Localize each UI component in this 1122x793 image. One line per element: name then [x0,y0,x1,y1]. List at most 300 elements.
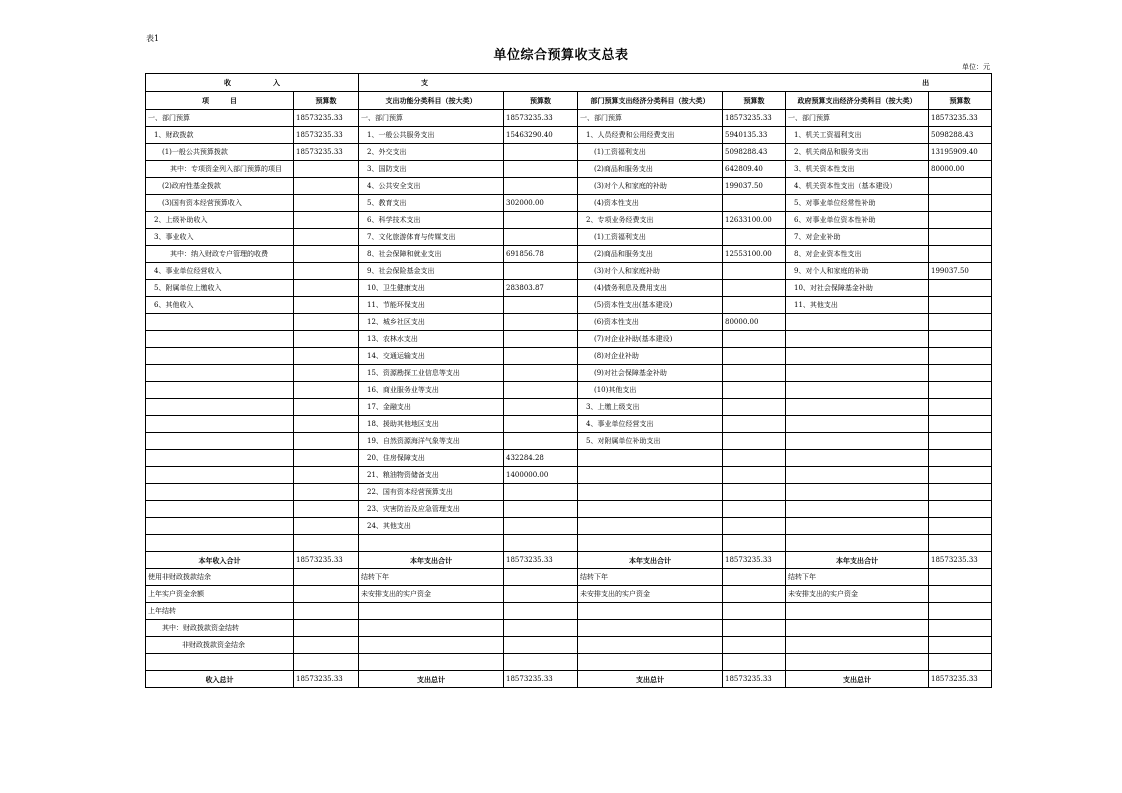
dept-budget-cell [723,263,786,280]
func-item-cell: 11、节能环保支出 [359,297,504,314]
dept-budget-cell [723,433,786,450]
gov-item-cell: 2、机关商品和服务支出 [786,144,929,161]
func-item-cell: 3、国防支出 [359,161,504,178]
year-total-row [146,552,992,569]
income-item-cell [146,433,294,450]
func-budget-cell [504,314,578,331]
table-row [146,603,992,620]
income-budget-cell [294,399,359,416]
table-row [146,144,992,161]
income-item-cell [146,450,294,467]
total-income-value: 18573235.33 [294,552,359,569]
func-item-cell: 未安排支出的实户资金 [359,586,504,603]
dept-item-cell: (2)商品和服务支出 [578,246,723,263]
table-row [146,501,992,518]
income-budget-cell [294,280,359,297]
dept-item-cell [578,637,723,654]
total-dept-value: 18573235.33 [723,552,786,569]
func-budget-cell: 18573235.33 [504,110,578,127]
dept-item-cell: (3)对个人和家庭补助 [578,263,723,280]
dept-budget-cell [723,229,786,246]
col-header-item: 项 目 [146,92,294,110]
income-budget-cell [294,484,359,501]
income-item-cell [146,501,294,518]
income-budget-cell [294,535,359,552]
dept-budget-cell [723,348,786,365]
func-item-cell [359,654,504,671]
func-budget-cell [504,501,578,518]
income-budget-cell [294,501,359,518]
gov-budget-cell: 199037.50 [929,263,992,280]
page-title: 单位综合预算收支总表 [493,48,629,63]
income-budget-cell [294,382,359,399]
gov-budget-cell [929,637,992,654]
dept-budget-cell [723,382,786,399]
gov-budget-cell [929,535,992,552]
income-budget-cell [294,212,359,229]
dept-item-cell: (10)其他支出 [578,382,723,399]
dept-item-cell: (9)对社会保障基金补助 [578,365,723,382]
func-item-cell: 7、文化旅游体育与传媒支出 [359,229,504,246]
func-budget-cell [504,637,578,654]
gov-budget-cell [929,416,992,433]
income-budget-cell [294,348,359,365]
table-row [146,620,992,637]
func-budget-cell: 283803.87 [504,280,578,297]
gov-item-cell [786,654,929,671]
gov-budget-cell: 18573235.33 [929,110,992,127]
gov-budget-cell [929,331,992,348]
gov-item-cell: 结转下年 [786,569,929,586]
dept-item-cell: (8)对企业补助 [578,348,723,365]
dept-budget-cell [723,399,786,416]
col-header-func-class: 支出功能分类科目（按大类） [359,92,504,110]
dept-item-cell: (5)资本性支出(基本建设) [578,297,723,314]
dept-item-cell [578,535,723,552]
income-budget-cell [294,467,359,484]
gov-budget-cell [929,518,992,535]
budget-summary-table [145,73,992,688]
income-budget-cell [294,569,359,586]
gov-item-cell: 6、对事业单位资本性补助 [786,212,929,229]
income-budget-cell [294,297,359,314]
gov-item-cell [786,467,929,484]
gov-budget-cell [929,569,992,586]
dept-item-cell: 5、对附属单位补助支出 [578,433,723,450]
income-item-cell: (1)一般公共预算拨款 [146,144,294,161]
dept-item-cell [578,450,723,467]
func-item-cell: 一、部门预算 [359,110,504,127]
dept-budget-cell [723,501,786,518]
func-budget-cell [504,178,578,195]
income-item-cell: (2)政府性基金拨款 [146,178,294,195]
gov-budget-cell [929,314,992,331]
func-item-cell [359,637,504,654]
gov-item-cell: 9、对个人和家庭的补助 [786,263,929,280]
table-row [146,467,992,484]
header-row-columns [146,92,992,110]
gov-item-cell [786,382,929,399]
func-budget-cell [504,569,578,586]
income-budget-cell [294,637,359,654]
gov-budget-cell [929,297,992,314]
gov-item-cell: 一、部门预算 [786,110,929,127]
table-row [146,399,992,416]
func-budget-cell [504,365,578,382]
dept-item-cell: 一、部门预算 [578,110,723,127]
func-item-cell: 1、一般公共服务支出 [359,127,504,144]
total-func-value: 18573235.33 [504,552,578,569]
total-income-value: 18573235.33 [294,671,359,688]
dept-budget-cell: 199037.50 [723,178,786,195]
gov-item-cell: 10、对社会保障基金补助 [786,280,929,297]
table-row [146,484,992,501]
func-budget-cell: 302000.00 [504,195,578,212]
income-budget-cell [294,229,359,246]
income-budget-cell [294,518,359,535]
income-budget-cell [294,654,359,671]
gov-budget-cell [929,212,992,229]
func-item-cell: 8、社会保障和就业支出 [359,246,504,263]
gov-budget-cell [929,365,992,382]
income-item-cell: 一、部门预算 [146,110,294,127]
func-budget-cell [504,212,578,229]
total-gov-value: 18573235.33 [929,552,992,569]
func-item-cell: 17、金融支出 [359,399,504,416]
func-budget-cell [504,331,578,348]
income-budget-cell [294,314,359,331]
dept-budget-cell [723,467,786,484]
total-income-label: 本年收入合计 [146,552,294,569]
income-item-cell: 1、财政拨款 [146,127,294,144]
gov-budget-cell [929,195,992,212]
income-item-cell [146,348,294,365]
income-item-cell: 2、上级补助收入 [146,212,294,229]
table-row [146,348,992,365]
income-budget-cell [294,603,359,620]
income-item-cell: 使用非财政拨款结余 [146,569,294,586]
gov-budget-cell [929,178,992,195]
func-item-cell: 21、粮油物资储备支出 [359,467,504,484]
income-budget-cell [294,586,359,603]
col-header-budget-income: 预算数 [294,92,359,110]
table-row [146,569,992,586]
total-gov-label: 本年支出合计 [786,552,929,569]
func-item-cell: 10、卫生健康支出 [359,280,504,297]
table-row [146,263,992,280]
income-item-cell: 5、附属单位上缴收入 [146,280,294,297]
gov-item-cell [786,637,929,654]
func-budget-cell [504,399,578,416]
income-budget-cell: 18573235.33 [294,110,359,127]
dept-item-cell [578,603,723,620]
income-budget-cell [294,416,359,433]
income-budget-cell [294,620,359,637]
income-item-cell [146,314,294,331]
total-func-value: 18573235.33 [504,671,578,688]
total-income-label: 收入总计 [146,671,294,688]
income-item-cell: 其中：纳入财政专户管理的收费 [146,246,294,263]
table-row [146,297,992,314]
dept-item-cell [578,501,723,518]
gov-item-cell: 1、机关工资福利支出 [786,127,929,144]
income-section-header: 收 入 [146,74,359,92]
dept-item-cell: (6)资本性支出 [578,314,723,331]
total-gov-label: 支出总计 [786,671,929,688]
income-item-cell: 其中：专项资金列入部门预算的项目 [146,161,294,178]
table-row [146,280,992,297]
func-item-cell: 13、农林水支出 [359,331,504,348]
total-func-label: 本年支出合计 [359,552,504,569]
dept-budget-cell: 5098288.43 [723,144,786,161]
func-item-cell [359,620,504,637]
income-item-cell [146,535,294,552]
gov-item-cell: 5、对事业单位经常性补助 [786,195,929,212]
func-budget-cell: 15463290.40 [504,127,578,144]
dept-item-cell [578,620,723,637]
dept-budget-cell [723,365,786,382]
income-item-cell [146,518,294,535]
gov-budget-cell [929,399,992,416]
header-row-sections [146,74,992,92]
gov-budget-cell [929,586,992,603]
table-row [146,365,992,382]
col-header-budget-func: 预算数 [504,92,578,110]
gov-budget-cell: 13195909.40 [929,144,992,161]
table-number-label: 表1 [146,34,160,43]
dept-budget-cell [723,654,786,671]
expense-header-right: 出 [922,78,930,87]
dept-item-cell: 结转下年 [578,569,723,586]
func-budget-cell [504,535,578,552]
income-budget-cell [294,195,359,212]
dept-budget-cell: 5940135.33 [723,127,786,144]
func-item-cell: 19、自然资源海洋气象等支出 [359,433,504,450]
table-row [146,382,992,399]
func-budget-cell [504,603,578,620]
income-item-cell [146,365,294,382]
dept-budget-cell: 80000.00 [723,314,786,331]
income-item-cell: 6、其他收入 [146,297,294,314]
grand-total-row [146,671,992,688]
func-budget-cell [504,620,578,637]
gov-item-cell [786,416,929,433]
dept-budget-cell [723,586,786,603]
col-header-budget-dept: 预算数 [723,92,786,110]
gov-item-cell [786,484,929,501]
col-header-dept-econ: 部门预算支出经济分类科目（按大类） [578,92,723,110]
table-row [146,586,992,603]
income-budget-cell [294,161,359,178]
income-budget-cell [294,178,359,195]
expense-section-header [359,74,992,92]
income-budget-cell [294,331,359,348]
gov-budget-cell: 5098288.43 [929,127,992,144]
dept-budget-cell [723,331,786,348]
income-item-cell [146,382,294,399]
table-row [146,450,992,467]
func-item-cell: 4、公共安全支出 [359,178,504,195]
income-budget-cell [294,263,359,280]
gov-item-cell [786,535,929,552]
dept-budget-cell [723,484,786,501]
table-row [146,229,992,246]
total-dept-label: 支出总计 [578,671,723,688]
dept-item-cell [578,484,723,501]
gov-item-cell: 8、对企业资本性支出 [786,246,929,263]
total-gov-value: 18573235.33 [929,671,992,688]
table-row [146,212,992,229]
table-row [146,518,992,535]
expense-header-left: 支 [421,78,428,87]
table-row [146,195,992,212]
gov-budget-cell [929,348,992,365]
table-row [146,433,992,450]
table-row [146,178,992,195]
gov-budget-cell [929,467,992,484]
income-item-cell: 4、事业单位经营收入 [146,263,294,280]
dept-item-cell: (3)对个人和家庭的补助 [578,178,723,195]
func-budget-cell [504,518,578,535]
income-item-cell [146,331,294,348]
gov-budget-cell [929,280,992,297]
dept-budget-cell [723,569,786,586]
gov-item-cell [786,603,929,620]
unit-label: 单位：元 [962,63,990,71]
func-item-cell: 23、灾害防治及应急管理支出 [359,501,504,518]
gov-item-cell [786,620,929,637]
income-item-cell: 3、事业收入 [146,229,294,246]
func-item-cell: 6、科学技术支出 [359,212,504,229]
dept-item-cell: (1)工资福利支出 [578,229,723,246]
income-item-cell: 其中：财政拨款资金结转 [146,620,294,637]
func-budget-cell: 432284.28 [504,450,578,467]
func-budget-cell [504,654,578,671]
dept-budget-cell [723,535,786,552]
table-row [146,637,992,654]
income-item-cell: (3)国有资本经营预算收入 [146,195,294,212]
func-budget-cell: 691856.78 [504,246,578,263]
income-item-cell [146,654,294,671]
dept-item-cell: (4)债务利息及费用支出 [578,280,723,297]
func-item-cell: 16、商业服务业等支出 [359,382,504,399]
dept-budget-cell [723,620,786,637]
func-item-cell: 15、资源勘探工业信息等支出 [359,365,504,382]
gov-item-cell: 11、其他支出 [786,297,929,314]
gov-item-cell [786,450,929,467]
gov-item-cell [786,399,929,416]
col-header-gov-econ: 政府预算支出经济分类科目（按大类） [786,92,929,110]
gov-item-cell [786,348,929,365]
dept-budget-cell: 12553100.00 [723,246,786,263]
dept-item-cell: 2、专项业务经费支出 [578,212,723,229]
func-budget-cell [504,297,578,314]
gov-budget-cell [929,433,992,450]
income-item-cell [146,467,294,484]
gov-budget-cell [929,501,992,518]
func-item-cell: 14、交通运输支出 [359,348,504,365]
gov-item-cell [786,365,929,382]
func-budget-cell [504,263,578,280]
total-dept-label: 本年支出合计 [578,552,723,569]
gov-item-cell: 4、机关资本性支出（基本建设） [786,178,929,195]
dept-budget-cell: 12633100.00 [723,212,786,229]
func-item-cell: 18、援助其他地区支出 [359,416,504,433]
dept-item-cell: 1、人员经费和公用经费支出 [578,127,723,144]
table-row [146,331,992,348]
func-item-cell: 结转下年 [359,569,504,586]
income-budget-cell: 18573235.33 [294,144,359,161]
gov-budget-cell [929,484,992,501]
dept-budget-cell [723,603,786,620]
dept-budget-cell [723,280,786,297]
func-item-cell: 5、教育支出 [359,195,504,212]
dept-item-cell [578,518,723,535]
total-func-label: 支出总计 [359,671,504,688]
income-item-cell: 上年结转 [146,603,294,620]
dept-item-cell: 3、上缴上级支出 [578,399,723,416]
func-item-cell [359,535,504,552]
dept-budget-cell: 18573235.33 [723,110,786,127]
dept-budget-cell [723,450,786,467]
col-header-budget-gov: 预算数 [929,92,992,110]
gov-item-cell [786,501,929,518]
table-row [146,161,992,178]
income-budget-cell [294,450,359,467]
func-item-cell [359,603,504,620]
func-item-cell: 9、社会保险基金支出 [359,263,504,280]
income-item-cell [146,399,294,416]
table-row [146,416,992,433]
func-item-cell: 12、城乡社区支出 [359,314,504,331]
func-budget-cell [504,484,578,501]
dept-budget-cell [723,637,786,654]
dept-item-cell: 4、事业单位经营支出 [578,416,723,433]
income-budget-cell [294,433,359,450]
gov-item-cell [786,518,929,535]
gov-budget-cell [929,654,992,671]
table-row [146,314,992,331]
total-dept-value: 18573235.33 [723,671,786,688]
dept-item-cell: (1)工资福利支出 [578,144,723,161]
income-budget-cell: 18573235.33 [294,127,359,144]
gov-budget-cell [929,620,992,637]
dept-budget-cell [723,416,786,433]
table-row [146,535,992,552]
income-item-cell [146,484,294,501]
func-budget-cell [504,144,578,161]
dept-item-cell: (2)商品和服务支出 [578,161,723,178]
gov-budget-cell [929,246,992,263]
func-budget-cell: 1400000.00 [504,467,578,484]
func-item-cell: 2、外交支出 [359,144,504,161]
income-budget-cell [294,246,359,263]
dept-item-cell [578,654,723,671]
dept-budget-cell [723,195,786,212]
gov-budget-cell [929,229,992,246]
income-item-cell [146,416,294,433]
gov-budget-cell: 80000.00 [929,161,992,178]
income-item-cell: 非财政拨款资金结余 [146,637,294,654]
table-row [146,127,992,144]
func-budget-cell [504,229,578,246]
gov-item-cell: 3、机关资本性支出 [786,161,929,178]
func-budget-cell [504,586,578,603]
table-row [146,654,992,671]
func-budget-cell [504,416,578,433]
func-budget-cell [504,433,578,450]
gov-item-cell [786,433,929,450]
